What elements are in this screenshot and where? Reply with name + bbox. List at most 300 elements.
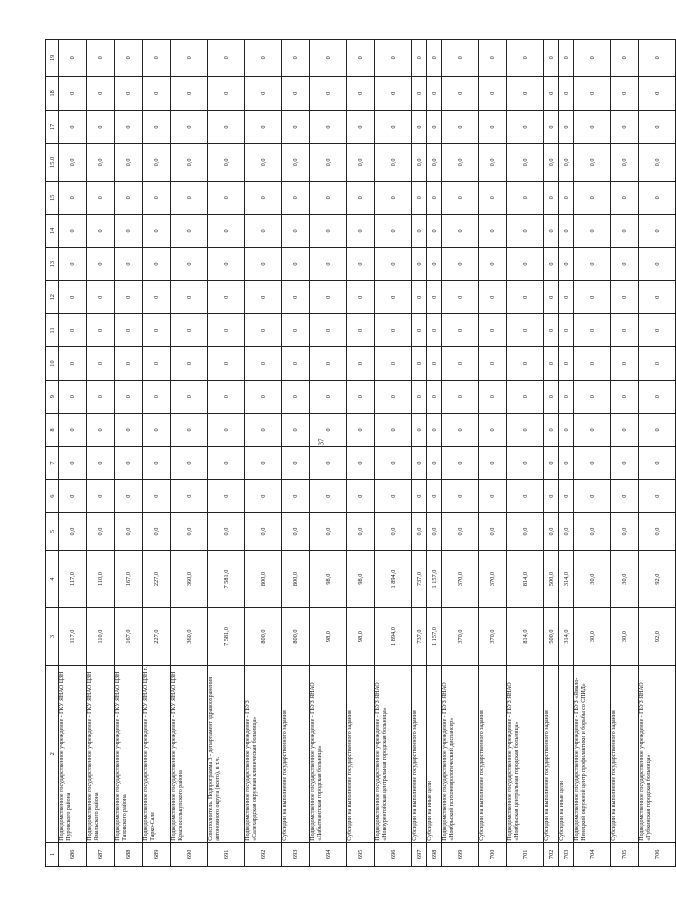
cell-col-8: 0 — [245, 413, 282, 446]
row-name: Подведомственное государственное учреждение - ГБУЗ ЯНАО «Новоуренгойская центральная городская больница» — [375, 665, 412, 842]
cell-col-5: 0,0 — [639, 513, 676, 551]
rotated-table-container — [45, 39, 661, 867]
cell-col-8: 0 — [442, 413, 479, 446]
cell-col-8: 0 — [412, 413, 427, 446]
cell-col-14: 0 — [171, 214, 208, 247]
cell-col-5: 0,0 — [427, 513, 442, 551]
cell-col-6: 0 — [442, 480, 479, 513]
cell-col-10: 0 — [639, 347, 676, 380]
cell-col-10: 0 — [143, 347, 171, 380]
cell-col-7: 0 — [442, 446, 479, 479]
cell-col-11: 0 — [559, 314, 574, 347]
cell-col-13: 0 — [87, 248, 115, 281]
cell-col-5: 0,0 — [143, 513, 171, 551]
cell-col-14: 0 — [282, 214, 310, 247]
cell-col-17: 0 — [347, 110, 375, 143]
cell-col-15: 0 — [310, 181, 347, 214]
cell-col-4: 1 157,0 — [427, 550, 442, 607]
cell-col-14: 0 — [412, 214, 427, 247]
cell-col-10: 0 — [171, 347, 208, 380]
cell-col-4: 737,0 — [412, 550, 427, 607]
cell-col-3: 227,0 — [143, 608, 171, 665]
cell-col-11: 0 — [574, 314, 611, 347]
row-name: Подведомственное государственное учреждение - ГКУ ЯНАО ЦЗН г. Тарко-Сале — [143, 665, 171, 842]
cell-col-17: 0 — [208, 110, 245, 143]
cell-col-15: 0 — [375, 181, 412, 214]
row-name: Субсидии на выполнение государственного задания — [479, 665, 507, 842]
cell-col-6: 0 — [427, 480, 442, 513]
cell-col-17: 0 — [574, 110, 611, 143]
cell-col-11: 0 — [143, 314, 171, 347]
cell-col-4: 360,0 — [171, 550, 208, 607]
column-header-2: 2 — [46, 665, 59, 842]
table-row — [507, 40, 544, 867]
cell-col-6: 0 — [171, 480, 208, 513]
row-name: Подведомственное государственное учреждение - ГБУЗ ЯНАО «Ноябрьская центральная городская больница» — [507, 665, 544, 842]
cell-col-11: 0 — [87, 314, 115, 347]
cell-col-6: 0 — [208, 480, 245, 513]
cell-col-10: 0 — [245, 347, 282, 380]
cell-col-10: 0 — [507, 347, 544, 380]
cell-col-12: 0 — [375, 281, 412, 314]
cell-col-4: 98,0 — [347, 550, 375, 607]
cell-col-19: 0 — [639, 40, 676, 77]
cell-col-15: 0 — [282, 181, 310, 214]
row-name: Подведомственное государственное учреждение - ГКУ ЯНАО ЦЗН Ямальского района — [87, 665, 115, 842]
cell-col-9: 0 — [479, 380, 507, 413]
row-name: Субсидии на выполнение государственного задания — [611, 665, 639, 842]
cell-col-3: 7 581,0 — [208, 608, 245, 665]
cell-col-8: 0 — [59, 413, 87, 446]
cell-col-6: 0 — [574, 480, 611, 513]
cell-col-19: 0 — [611, 40, 639, 77]
cell-col-16: 0,0 — [282, 144, 310, 182]
cell-col-3: 814,0 — [507, 608, 544, 665]
cell-col-6: 0 — [59, 480, 87, 513]
row-name: Подведомственное государственное учреждение - ГБУЗ ЯНАО «Ноябрьский психоневрологический диспансер» — [442, 665, 479, 842]
cell-col-4: 98,0 — [310, 550, 347, 607]
cell-col-18: 0 — [87, 76, 115, 110]
cell-col-11: 0 — [282, 314, 310, 347]
cell-col-4: 167,0 — [115, 550, 143, 607]
cell-col-9: 0 — [639, 380, 676, 413]
cell-col-13: 0 — [375, 248, 412, 281]
cell-col-18: 0 — [479, 76, 507, 110]
cell-col-3: 117,0 — [59, 608, 87, 665]
cell-col-9: 0 — [310, 380, 347, 413]
cell-col-6: 0 — [282, 480, 310, 513]
cell-col-19: 0 — [507, 40, 544, 77]
cell-col-9: 0 — [347, 380, 375, 413]
cell-col-13: 0 — [115, 248, 143, 281]
cell-col-16: 0,0 — [87, 144, 115, 182]
table-row — [412, 40, 427, 867]
column-header-14: 14 — [46, 214, 59, 247]
column-header-6: 6 — [46, 480, 59, 513]
cell-col-8: 0 — [427, 413, 442, 446]
cell-col-17: 0 — [639, 110, 676, 143]
cell-col-7: 0 — [87, 446, 115, 479]
cell-col-16: 0,0 — [59, 144, 87, 182]
cell-col-5: 0,0 — [59, 513, 87, 551]
cell-col-19: 0 — [171, 40, 208, 77]
cell-col-13: 0 — [59, 248, 87, 281]
cell-col-7: 0 — [208, 446, 245, 479]
cell-col-17: 0 — [412, 110, 427, 143]
cell-col-7: 0 — [171, 446, 208, 479]
cell-col-16: 0,0 — [375, 144, 412, 182]
cell-col-3: 370,0 — [479, 608, 507, 665]
cell-col-10: 0 — [59, 347, 87, 380]
cell-col-7: 0 — [559, 446, 574, 479]
cell-col-18: 0 — [639, 76, 676, 110]
cell-col-6: 0 — [412, 480, 427, 513]
cell-col-3: 30,0 — [574, 608, 611, 665]
cell-col-8: 0 — [347, 413, 375, 446]
cell-col-14: 0 — [442, 214, 479, 247]
column-header-10: 10 — [46, 347, 59, 380]
cell-col-14: 0 — [143, 214, 171, 247]
cell-col-10: 0 — [208, 347, 245, 380]
cell-col-15: 0 — [87, 181, 115, 214]
cell-col-8: 0 — [143, 413, 171, 446]
row-number: 700 — [479, 842, 507, 866]
cell-col-9: 0 — [245, 380, 282, 413]
cell-col-4: 92,0 — [639, 550, 676, 607]
table-row — [559, 40, 574, 867]
cell-col-9: 0 — [87, 380, 115, 413]
cell-col-10: 0 — [310, 347, 347, 380]
cell-col-16: 0,0 — [171, 144, 208, 182]
cell-col-16: 0,0 — [310, 144, 347, 182]
cell-col-19: 0 — [479, 40, 507, 77]
column-header-1: 1 — [46, 842, 59, 866]
cell-col-16: 0,0 — [574, 144, 611, 182]
cell-col-3: 92,0 — [639, 608, 676, 665]
cell-col-19: 0 — [442, 40, 479, 77]
cell-col-17: 0 — [375, 110, 412, 143]
table-row — [375, 40, 412, 867]
column-header-13: 13 — [46, 248, 59, 281]
cell-col-19: 0 — [59, 40, 87, 77]
cell-col-3: 1 894,0 — [375, 608, 412, 665]
cell-col-4: 1 894,0 — [375, 550, 412, 607]
header-row — [46, 40, 59, 867]
cell-col-19: 0 — [115, 40, 143, 77]
cell-col-11: 0 — [427, 314, 442, 347]
cell-col-5: 0,0 — [310, 513, 347, 551]
column-header-9: 9 — [46, 380, 59, 413]
cell-col-3: 737,0 — [412, 608, 427, 665]
cell-col-15: 0 — [611, 181, 639, 214]
row-name: Подведомственное государственное учреждение - ГБУЗ «Салехардская окружная клиническая больница» — [245, 665, 282, 842]
cell-col-13: 0 — [559, 248, 574, 281]
cell-col-16: 0,0 — [544, 144, 559, 182]
cell-col-14: 0 — [507, 214, 544, 247]
cell-col-14: 0 — [375, 214, 412, 247]
cell-col-3: 30,0 — [611, 608, 639, 665]
cell-col-18: 0 — [59, 76, 87, 110]
row-number: 701 — [507, 842, 544, 866]
table-row — [442, 40, 479, 867]
cell-col-7: 0 — [143, 446, 171, 479]
cell-col-15: 0 — [171, 181, 208, 214]
cell-col-16: 0,0 — [427, 144, 442, 182]
row-name: Соисполнитель. Подпрограмма 3 - департамент здравоохранения автономного округа (всего), в т.ч. — [208, 665, 245, 842]
cell-col-5: 0,0 — [442, 513, 479, 551]
cell-col-11: 0 — [208, 314, 245, 347]
row-number: 692 — [245, 842, 282, 866]
cell-col-17: 0 — [507, 110, 544, 143]
cell-col-15: 0 — [59, 181, 87, 214]
cell-col-12: 0 — [412, 281, 427, 314]
cell-col-18: 0 — [544, 76, 559, 110]
cell-col-10: 0 — [611, 347, 639, 380]
cell-col-9: 0 — [442, 380, 479, 413]
table-row — [639, 40, 676, 867]
cell-col-14: 0 — [59, 214, 87, 247]
row-number: 695 — [347, 842, 375, 866]
cell-col-18: 0 — [442, 76, 479, 110]
row-name: Подведомственное государственное учреждение - ГБУЗ ЯНАО «Губкинская городская больница» — [639, 665, 676, 842]
cell-col-12: 0 — [208, 281, 245, 314]
cell-col-11: 0 — [611, 314, 639, 347]
row-number: 689 — [143, 842, 171, 866]
column-header-7: 7 — [46, 446, 59, 479]
cell-col-4: 370,0 — [479, 550, 507, 607]
table-row — [87, 40, 115, 867]
cell-col-10: 0 — [87, 347, 115, 380]
cell-col-17: 0 — [171, 110, 208, 143]
cell-col-13: 0 — [208, 248, 245, 281]
cell-col-9: 0 — [282, 380, 310, 413]
cell-col-16: 0,0 — [442, 144, 479, 182]
table-row — [282, 40, 310, 867]
row-name: Субсидии на иные цели — [427, 665, 442, 842]
cell-col-9: 0 — [427, 380, 442, 413]
cell-col-4: 800,0 — [282, 550, 310, 607]
row-number: 690 — [171, 842, 208, 866]
cell-col-13: 0 — [282, 248, 310, 281]
cell-col-17: 0 — [87, 110, 115, 143]
cell-col-4: 370,0 — [442, 550, 479, 607]
cell-col-18: 0 — [559, 76, 574, 110]
cell-col-12: 0 — [87, 281, 115, 314]
cell-col-8: 0 — [87, 413, 115, 446]
cell-col-4: 30,0 — [611, 550, 639, 607]
cell-col-12: 0 — [171, 281, 208, 314]
cell-col-15: 0 — [143, 181, 171, 214]
cell-col-13: 0 — [507, 248, 544, 281]
cell-col-5: 0,0 — [611, 513, 639, 551]
cell-col-9: 0 — [171, 380, 208, 413]
cell-col-7: 0 — [544, 446, 559, 479]
cell-col-6: 0 — [310, 480, 347, 513]
cell-col-11: 0 — [245, 314, 282, 347]
cell-col-9: 0 — [375, 380, 412, 413]
row-number: 691 — [208, 842, 245, 866]
cell-col-7: 0 — [282, 446, 310, 479]
cell-col-6: 0 — [559, 480, 574, 513]
cell-col-16: 0,0 — [412, 144, 427, 182]
row-number: 693 — [282, 842, 310, 866]
cell-col-11: 0 — [59, 314, 87, 347]
column-header-3: 3 — [46, 608, 59, 665]
cell-col-13: 0 — [574, 248, 611, 281]
cell-col-7: 0 — [412, 446, 427, 479]
cell-col-15: 0 — [507, 181, 544, 214]
cell-col-12: 0 — [559, 281, 574, 314]
cell-col-16: 0,0 — [347, 144, 375, 182]
table-row — [611, 40, 639, 867]
cell-col-17: 0 — [310, 110, 347, 143]
cell-col-7: 0 — [507, 446, 544, 479]
cell-col-14: 0 — [479, 214, 507, 247]
cell-col-16: 0,0 — [115, 144, 143, 182]
cell-col-4: 30,0 — [574, 550, 611, 607]
cell-col-18: 0 — [507, 76, 544, 110]
table-row — [59, 40, 87, 867]
cell-col-17: 0 — [115, 110, 143, 143]
cell-col-12: 0 — [479, 281, 507, 314]
cell-col-5: 0,0 — [208, 513, 245, 551]
cell-col-3: 1 157,0 — [427, 608, 442, 665]
cell-col-13: 0 — [412, 248, 427, 281]
cell-col-15: 0 — [412, 181, 427, 214]
cell-col-12: 0 — [282, 281, 310, 314]
row-name: Субсидии на иные цели — [559, 665, 574, 842]
cell-col-9: 0 — [115, 380, 143, 413]
column-header-18: 18 — [46, 76, 59, 110]
cell-col-13: 0 — [347, 248, 375, 281]
cell-col-19: 0 — [143, 40, 171, 77]
cell-col-13: 0 — [479, 248, 507, 281]
cell-col-11: 0 — [375, 314, 412, 347]
cell-col-3: 98,0 — [347, 608, 375, 665]
cell-col-18: 0 — [427, 76, 442, 110]
cell-col-14: 0 — [611, 214, 639, 247]
cell-col-14: 0 — [427, 214, 442, 247]
cell-col-11: 0 — [507, 314, 544, 347]
cell-col-3: 314,0 — [559, 608, 574, 665]
cell-col-19: 0 — [347, 40, 375, 77]
cell-col-9: 0 — [208, 380, 245, 413]
cell-col-9: 0 — [507, 380, 544, 413]
cell-col-9: 0 — [544, 380, 559, 413]
cell-col-19: 0 — [87, 40, 115, 77]
cell-col-8: 0 — [639, 413, 676, 446]
cell-col-15: 0 — [574, 181, 611, 214]
column-header-4: 4 — [46, 550, 59, 607]
cell-col-15: 0 — [639, 181, 676, 214]
cell-col-10: 0 — [115, 347, 143, 380]
cell-col-6: 0 — [115, 480, 143, 513]
cell-col-7: 0 — [611, 446, 639, 479]
table-row — [310, 40, 347, 867]
cell-col-4: 110,0 — [87, 550, 115, 607]
cell-col-8: 0 — [375, 413, 412, 446]
cell-col-13: 0 — [611, 248, 639, 281]
cell-col-18: 0 — [245, 76, 282, 110]
cell-col-19: 0 — [574, 40, 611, 77]
cell-col-6: 0 — [375, 480, 412, 513]
cell-col-13: 0 — [544, 248, 559, 281]
cell-col-11: 0 — [171, 314, 208, 347]
row-number: 705 — [611, 842, 639, 866]
row-number: 699 — [442, 842, 479, 866]
row-name: Субсидии на выполнение государственного задания — [412, 665, 427, 842]
cell-col-3: 370,0 — [442, 608, 479, 665]
cell-col-5: 0,0 — [282, 513, 310, 551]
cell-col-18: 0 — [310, 76, 347, 110]
cell-col-13: 0 — [310, 248, 347, 281]
cell-col-12: 0 — [245, 281, 282, 314]
cell-col-8: 0 — [544, 413, 559, 446]
row-number: 703 — [559, 842, 574, 866]
cell-col-4: 117,0 — [59, 550, 87, 607]
table-body — [59, 40, 676, 867]
cell-col-16: 0,0 — [507, 144, 544, 182]
cell-col-9: 0 — [611, 380, 639, 413]
cell-col-11: 0 — [310, 314, 347, 347]
row-name: Субсидии на выполнение государственного задания — [544, 665, 559, 842]
table-row — [208, 40, 245, 867]
cell-col-5: 0,0 — [347, 513, 375, 551]
cell-col-9: 0 — [59, 380, 87, 413]
row-number: 704 — [574, 842, 611, 866]
cell-col-14: 0 — [574, 214, 611, 247]
row-number: 686 — [59, 842, 87, 866]
cell-col-13: 0 — [245, 248, 282, 281]
cell-col-14: 0 — [310, 214, 347, 247]
cell-col-12: 0 — [347, 281, 375, 314]
cell-col-15: 0 — [245, 181, 282, 214]
cell-col-6: 0 — [611, 480, 639, 513]
cell-col-15: 0 — [479, 181, 507, 214]
cell-col-13: 0 — [171, 248, 208, 281]
table-row — [143, 40, 171, 867]
cell-col-16: 0,0 — [559, 144, 574, 182]
cell-col-18: 0 — [171, 76, 208, 110]
cell-col-11: 0 — [544, 314, 559, 347]
table-row — [427, 40, 442, 867]
cell-col-15: 0 — [347, 181, 375, 214]
table-row — [171, 40, 208, 867]
cell-col-5: 0,0 — [375, 513, 412, 551]
cell-col-8: 0 — [115, 413, 143, 446]
row-name: Субсидии на выполнение государственного задания — [347, 665, 375, 842]
cell-col-12: 0 — [310, 281, 347, 314]
cell-col-6: 0 — [143, 480, 171, 513]
column-header-17: 17 — [46, 110, 59, 143]
cell-col-17: 0 — [245, 110, 282, 143]
cell-col-5: 0,0 — [171, 513, 208, 551]
table-row — [479, 40, 507, 867]
cell-col-16: 0,0 — [479, 144, 507, 182]
cell-col-14: 0 — [639, 214, 676, 247]
row-name: Подведомственное государственное учреждение - ГКУ ЯНАО ЦЗН Красноселькупского района — [171, 665, 208, 842]
cell-col-10: 0 — [479, 347, 507, 380]
cell-col-5: 0,0 — [245, 513, 282, 551]
row-number: 697 — [412, 842, 427, 866]
cell-col-7: 0 — [574, 446, 611, 479]
cell-col-3: 167,0 — [115, 608, 143, 665]
cell-col-7: 0 — [639, 446, 676, 479]
cell-col-13: 0 — [143, 248, 171, 281]
cell-col-15: 0 — [115, 181, 143, 214]
table-row — [347, 40, 375, 867]
cell-col-7: 0 — [375, 446, 412, 479]
